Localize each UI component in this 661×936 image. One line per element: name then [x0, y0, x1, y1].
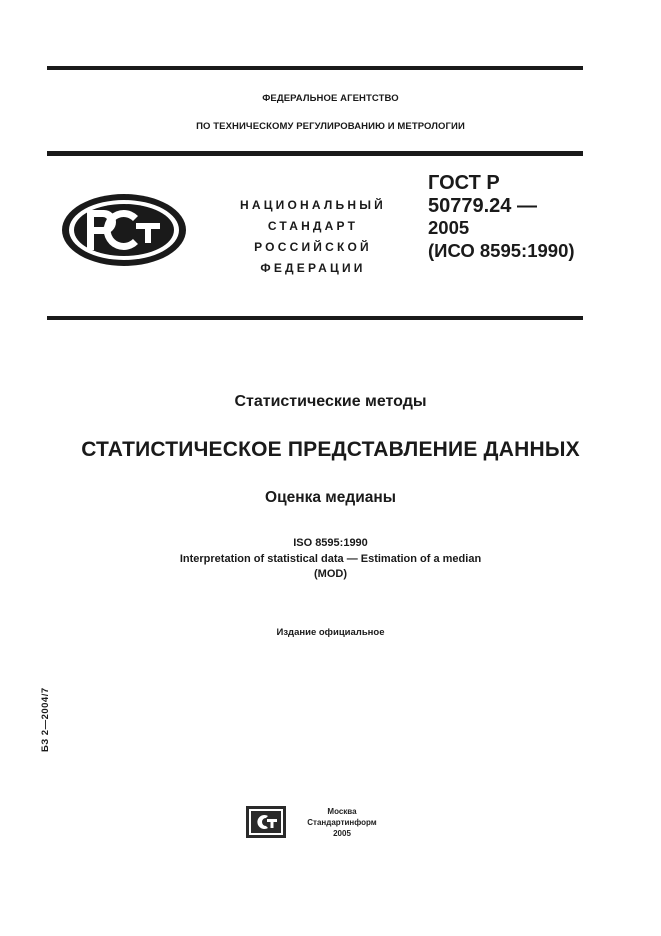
- publisher-block: [296, 806, 388, 839]
- iso-title: Interpretation of statistical data — Estimation of a median: [179, 553, 482, 565]
- national-line-1: НАЦИОНАЛЬНЫЙ: [239, 198, 387, 212]
- national-line-3: РОССИЙСКОЙ: [254, 240, 372, 254]
- designation-line-4: (ИСО 8595:1990): [428, 239, 575, 261]
- agency-line-1: ФЕДЕРАЛЬНОЕ АГЕНТСТВО: [262, 93, 399, 104]
- mid-rule: [47, 316, 583, 320]
- designation-line-3: 2005: [428, 217, 470, 238]
- publisher-year: 2005: [333, 829, 351, 838]
- sub-title: Оценка медианы: [265, 489, 396, 506]
- national-line-4: ФЕДЕРАЦИИ: [260, 261, 366, 275]
- header-rule: [47, 151, 583, 156]
- top-rule: [47, 66, 583, 70]
- national-line-2: СТАНДАРТ: [267, 219, 359, 233]
- rst-logo-icon: [60, 192, 188, 268]
- iso-mod: (MOD): [314, 568, 347, 580]
- side-code: БЗ 2—2004/7: [40, 687, 51, 752]
- edition-label: Издание официальное: [276, 627, 385, 638]
- standard-designation: [428, 172, 598, 262]
- publisher-name: Стандартинформ: [307, 818, 377, 827]
- main-title: СТАТИСТИЧЕСКОЕ ПРЕДСТАВЛЕНИЕ ДАННЫХ: [81, 438, 580, 461]
- publisher-city: Москва: [327, 807, 357, 816]
- series-title: Статистические методы: [234, 393, 427, 410]
- designation-line-1: ГОСТ Р: [428, 172, 500, 194]
- agency-line-2: ПО ТЕХНИЧЕСКОМУ РЕГУЛИРОВАНИЮ И МЕТРОЛОГИИ: [196, 121, 465, 132]
- standartinform-logo-icon: [246, 806, 286, 838]
- designation-line-2: 50779.24 —: [428, 194, 537, 217]
- iso-code: ISO 8595:1990: [293, 537, 368, 549]
